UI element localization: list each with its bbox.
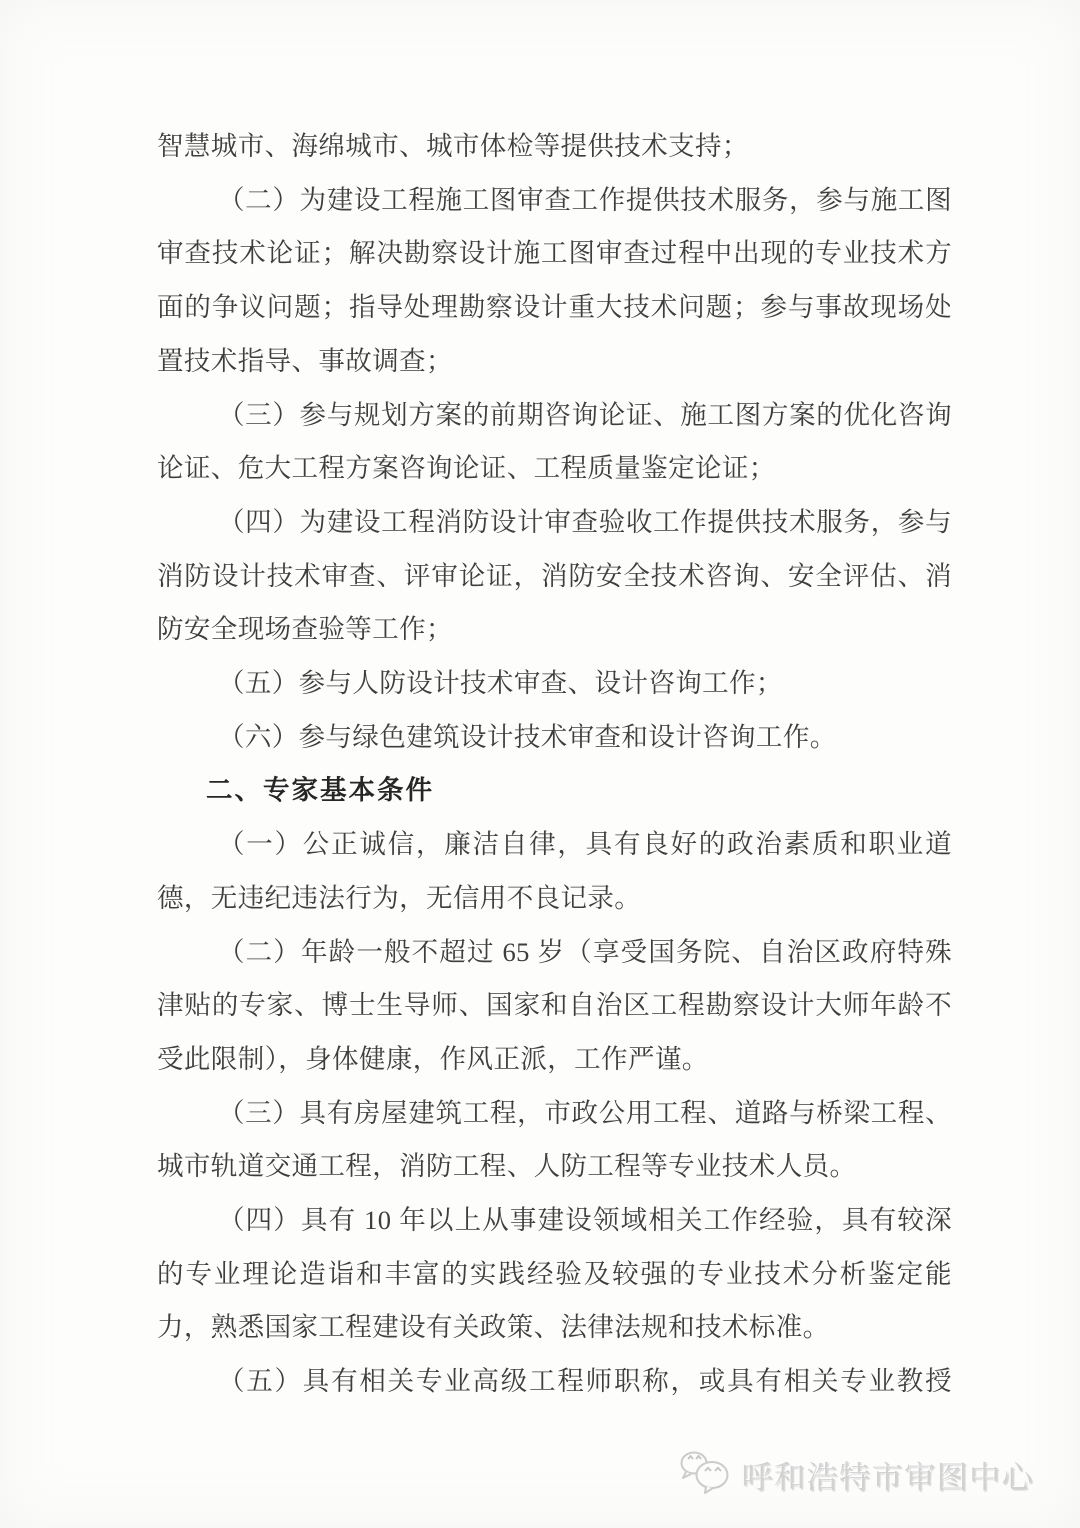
paragraph: （五）具有相关专业高级工程师职称，或具有相关专业教授 xyxy=(217,1366,952,1397)
paragraph: （四）具有 10 年以上从事建设领域相关工作经验，具有较深的专业理论造诣和丰富的实践经验及较强的专业技术分析鉴定能力，熟悉国家工程建设有关政策、法律法规和技术标准。 xyxy=(157,1205,952,1343)
section-heading: 二、专家基本条件 xyxy=(206,775,435,806)
paragraph: （三）具有房屋建筑工程，市政公用工程、道路与桥梁工程、城市轨道交通工程，消防工程、人防工程等专业技术人员。 xyxy=(157,1097,952,1182)
paragraph: （六）参与绿色建筑设计技术审查和设计咨询工作。 xyxy=(217,721,837,752)
paragraph: （三）参与规划方案的前期咨询论证、施工图方案的优化咨询论证、危大工程方案咨询论证、工程质量鉴定论证； xyxy=(157,399,952,484)
paragraph: （二）年龄一般不超过 65 岁（享受国务院、自治区政府特殊津贴的专家、博士生导师、国家和自治区工程勘察设计大师年龄不受此限制），身体健康，作风正派，工作严谨。 xyxy=(157,936,952,1074)
document-body xyxy=(157,120,952,1409)
paragraph: （二）为建设工程施工图审查工作提供技术服务，参与施工图审查技术论证；解决勘察设计施工图审查过程中出现的专业技术方面的争议问题；指导处理勘察设计重大技术问题；参与事故现场处置技术指导、事故调查； xyxy=(157,184,952,376)
watermark-label: 呼和浩特市审图中心 xyxy=(741,1460,1034,1495)
watermark xyxy=(679,1447,1035,1502)
paragraph: （一）公正诚信，廉洁自律，具有良好的政治素质和职业道德，无违纪违法行为，无信用不良记录。 xyxy=(157,829,952,913)
paragraph: （五）参与人防设计技术审查、设计咨询工作； xyxy=(217,668,783,699)
paragraph: 智慧城市、海绵城市、城市体检等提供技术支持； xyxy=(157,131,749,161)
paragraph: （四）为建设工程消防设计审查验收工作提供技术服务，参与消防设计技术审查、评审论证，消防安全技术咨询、安全评估、消防安全现场查验等工作； xyxy=(157,506,952,645)
wechat-chat-bubbles-icon xyxy=(679,1447,733,1502)
